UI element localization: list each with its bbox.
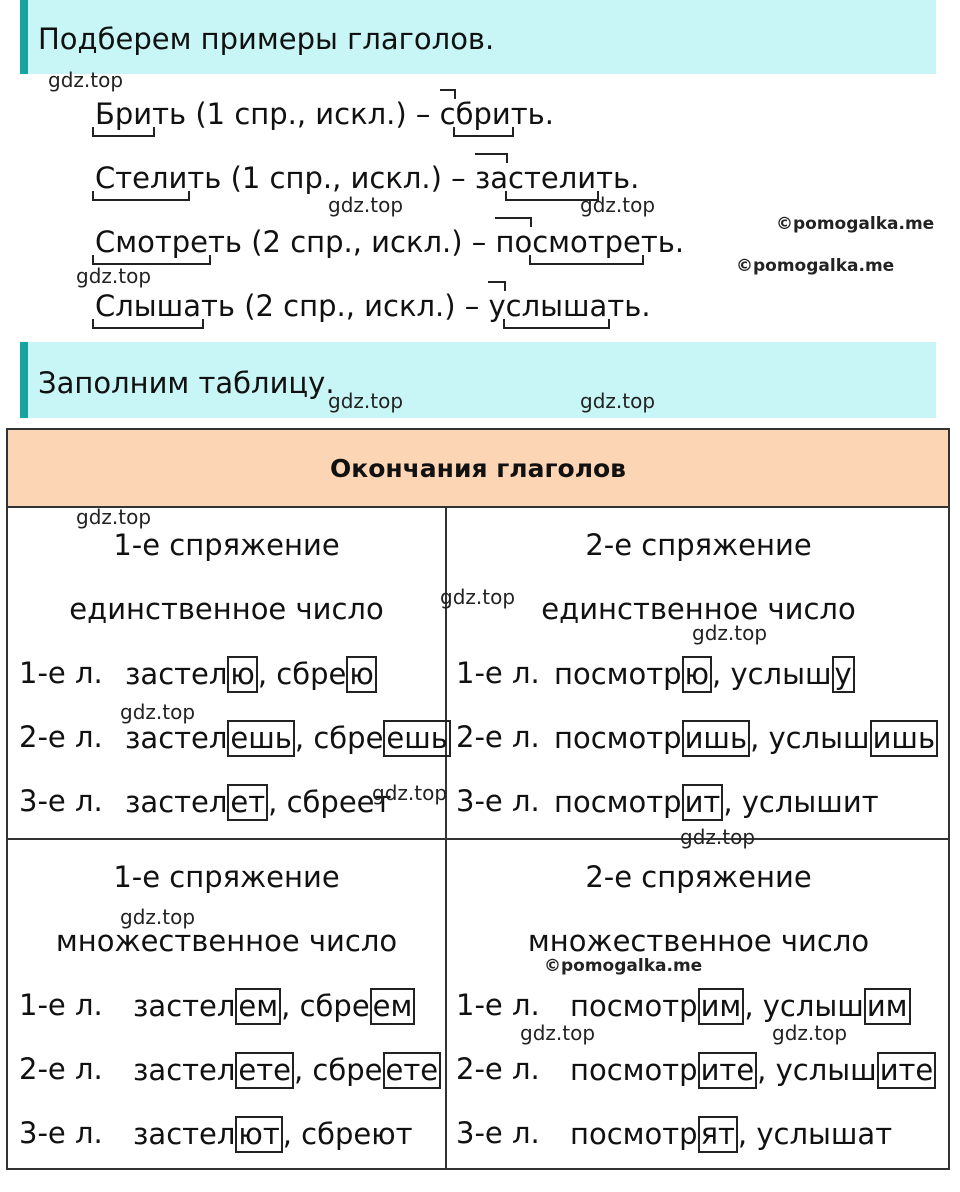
cell-3-number: множественное число <box>55 924 398 958</box>
example-line-2: Стелить (1 спр., искл.) – застелить. <box>95 161 640 195</box>
cell-4-row-2: 2-е л. <box>456 1052 540 1086</box>
cell-1-conj: 1-е спряжение <box>113 528 340 562</box>
watermark-gdz: gdz.top <box>76 505 152 529</box>
intro-text: Подберем примеры глаголов. <box>38 22 495 56</box>
watermark-gdz: gdz.top <box>680 825 756 849</box>
watermark-gdz: gdz.top <box>76 264 152 288</box>
watermark-gdz: gdz.top <box>120 905 196 929</box>
watermark-pomogalka: ©pomogalka.me <box>776 214 935 234</box>
cell-2-row-3: 3-е л. <box>456 784 540 818</box>
cell-3-row-3: 3-е л. <box>19 1116 103 1150</box>
cell-1-row-2: 2-е л. <box>19 720 103 754</box>
cell-2-row-2: 2-е л. <box>456 720 540 754</box>
endings-table: Окончания глаголов 1-е спряжение единственное число 1-е л. застел ю , сбре ю 2-е л. застел ешь , сбре ешь 3-е л. застел ет , сбреет 2-е спряжение единственное число 1-е л. посмотр ю , услыш у 2-е л. посмотр ишь , услыш ишь 3-е л. посмотр ит , услышит 1-е спряжение множественное число 1-е л. застел ем , сбре ем 2-е л. застел ете , сбре ете 3-е л. застел ют , сбреют 2-е спряжение множественное число 1-е л. посмотр им , услыш им 2-е л. посмотр ите , услыш ите 3-е л. посмотр ят , услышат <box>6 428 950 1170</box>
cell-2-number: единственное число <box>541 592 856 626</box>
watermark-gdz: gdz.top <box>772 1021 848 1045</box>
cell-4-row-1: 1-е л. <box>456 988 540 1022</box>
cell-1-row-3: 3-е л. <box>19 784 103 818</box>
watermark-gdz: gdz.top <box>48 68 124 92</box>
table-title: Окончания глаголов <box>8 430 948 508</box>
example-line-4: Слышать (2 спр., искл.) – услышать. <box>95 289 651 323</box>
watermark-pomogalka: ©pomogalka.me <box>736 256 895 276</box>
watermark-gdz: gdz.top <box>372 781 448 805</box>
cell-1-row-1: 1-е л. <box>19 656 103 690</box>
cell-4-conj: 2-е спряжение <box>585 860 812 894</box>
cell-1-number: единственное число <box>69 592 384 626</box>
cell-3-row-1: 1-е л. <box>19 988 103 1022</box>
cell-3-row-2: 2-е л. <box>19 1052 103 1086</box>
watermark-gdz: gdz.top <box>328 389 404 413</box>
cell-4-row-3: 3-е л. <box>456 1116 540 1150</box>
watermark-gdz: gdz.top <box>328 193 404 217</box>
intro-banner <box>20 0 936 74</box>
table-intro-text: Заполним таблицу. <box>38 366 335 400</box>
cell-2-row-1: 1-е л. <box>456 656 540 690</box>
watermark-gdz: gdz.top <box>580 193 656 217</box>
watermark-pomogalka: ©pomogalka.me <box>544 956 703 976</box>
example-line-3: Смотреть (2 спр., искл.) – посмотреть. <box>95 225 685 259</box>
row-divider <box>8 838 948 840</box>
cell-2-conj: 2-е спряжение <box>585 528 812 562</box>
watermark-gdz: gdz.top <box>520 1021 596 1045</box>
example-line-1: Брить (1 спр., искл.) – сбрить. <box>95 97 554 131</box>
cell-3-conj: 1-е спряжение <box>113 860 340 894</box>
watermark-gdz: gdz.top <box>120 700 196 724</box>
watermark-gdz: gdz.top <box>440 585 516 609</box>
watermark-gdz: gdz.top <box>580 389 656 413</box>
table-intro-banner <box>20 342 936 418</box>
watermark-gdz: gdz.top <box>692 621 768 645</box>
cell-4-number: множественное число <box>527 924 870 958</box>
